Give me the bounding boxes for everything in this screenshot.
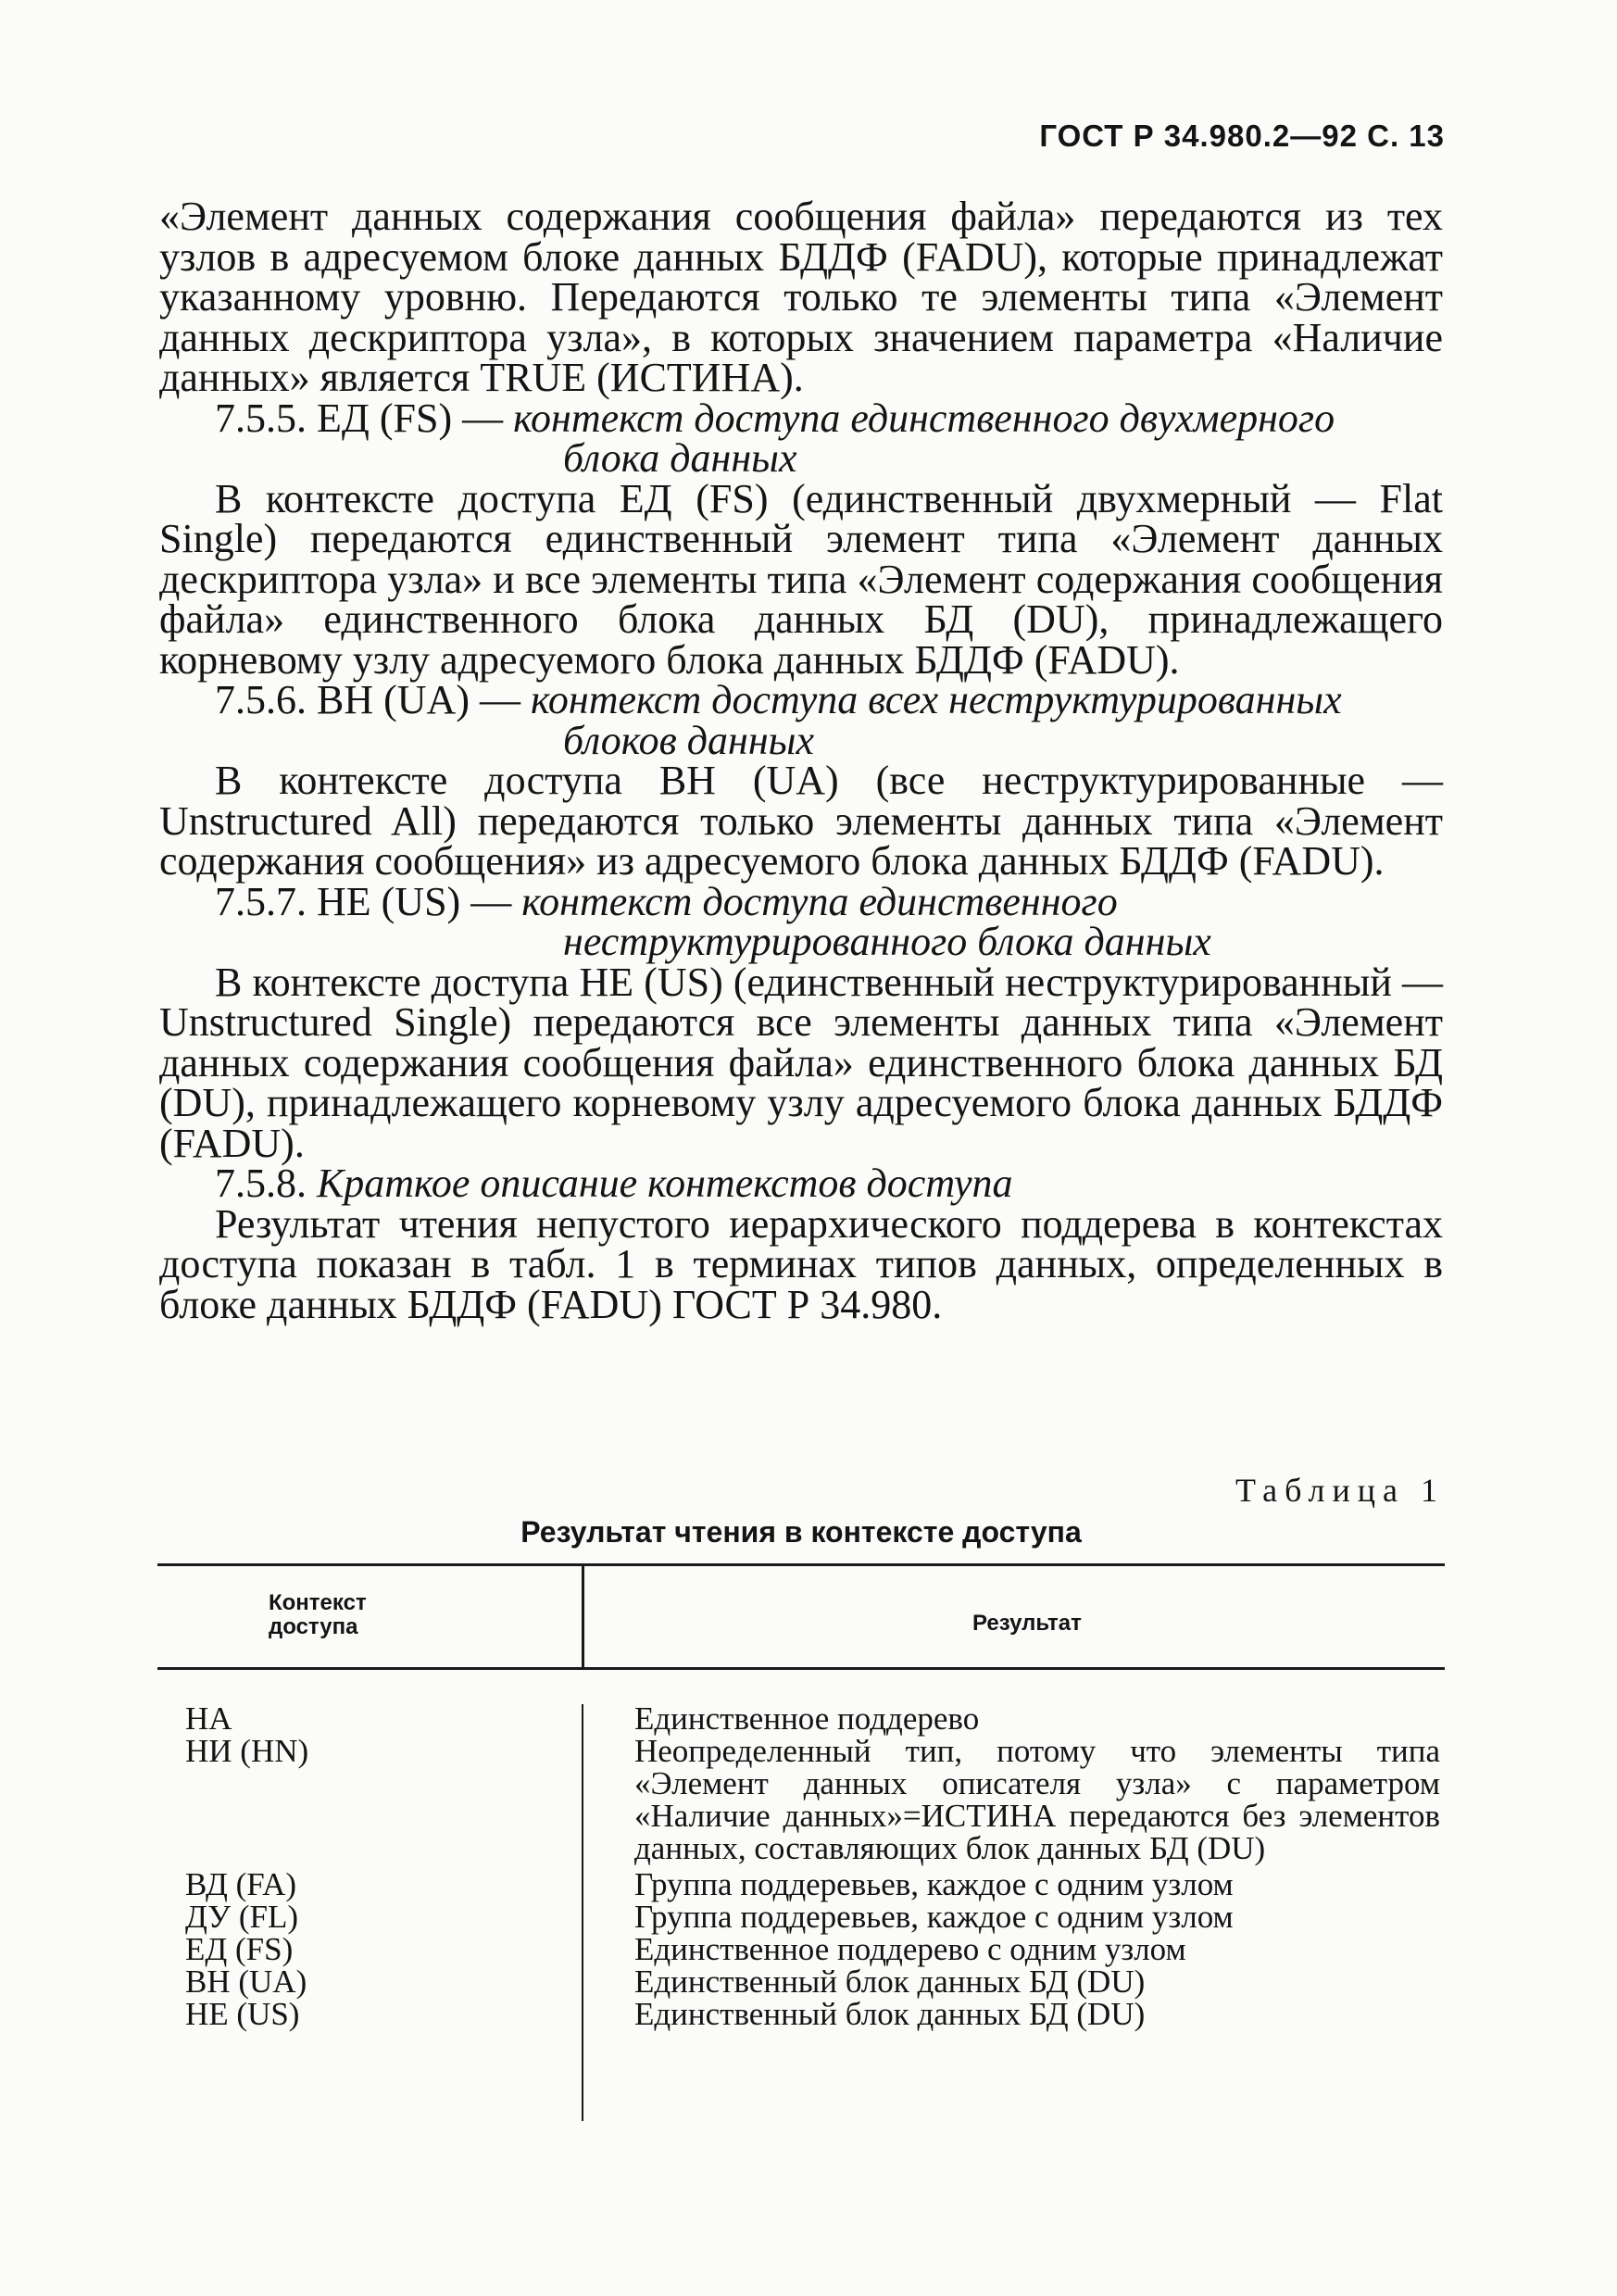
section-number: 7.5.5. ЕД (FS) — <box>215 395 514 441</box>
table-row <box>0 1998 1617 2030</box>
section-heading-7-5-5 <box>159 395 1443 481</box>
cell-context: НА <box>185 1700 232 1737</box>
table-top-rule <box>157 1563 1445 1566</box>
table-row <box>0 1702 1617 1735</box>
section-title: контекст доступа единственного двухмерного <box>513 395 1335 441</box>
section-title-cont: неструктурированного блока данных <box>563 919 1211 964</box>
cell-context: ВН (UA) <box>185 1964 307 2000</box>
section-heading-7-5-7 <box>159 878 1443 964</box>
section-title-cont: блоков данных <box>563 717 815 763</box>
table-row <box>0 1933 1617 1965</box>
section-number: 7.5.6. ВН (UA) — <box>215 677 531 722</box>
section-heading-7-5-6 <box>159 677 1443 763</box>
table-header-rule <box>157 1667 1445 1670</box>
paragraph: «Элемент данных содержания сообщения файла» передаются из тех узлов в адресуемом блоке данных БДДФ (FADU), которые принадлежат указанному уровню. Передаются только те элементы типа «Элемент данных дескриптора узла», в которых значением параметра «Наличие данных» является TRUE (ИСТИНА). <box>159 194 1443 400</box>
section-title: контекст доступа всех неструктурированных <box>530 677 1342 722</box>
section-title: Краткое описание контекстов доступа <box>317 1161 1013 1206</box>
section-number: 7.5.8. <box>215 1161 317 1206</box>
cell-result: Единственное поддерево <box>634 1700 980 1737</box>
cell-context: ВД (FA) <box>185 1866 297 1902</box>
section-title-cont: блока данных <box>563 435 797 481</box>
table-label: Таблица 1 <box>1235 1472 1445 1509</box>
table-row <box>0 1868 1617 1901</box>
table-body <box>0 1702 1617 2030</box>
section-number: 7.5.7. НЕ (US) — <box>215 878 522 924</box>
paragraph: Результат чтения непустого иерархического поддерева в контекстах доступа показан в табл. 1 в терминах типов данных, определенных в блоке данных БДДФ (FADU) ГОСТ Р 34.980. <box>159 1200 1443 1327</box>
table-row <box>0 1735 1617 1864</box>
paragraph: В контексте доступа ВН (UA) (все неструктурированные — Unstructured All) передаются только элементы данных типа «Элемент содержания сообщения» из адресуемого блока данных БДДФ (FADU). <box>159 758 1443 884</box>
cell-result: Группа поддеревьев, каждое с одним узлом <box>634 1866 1234 1902</box>
cell-context: ЕД (FS) <box>185 1931 294 1967</box>
paragraph: В контексте доступа ЕД (FS) (единственный двухмерный — Flat Single) передаются единственный элемент типа «Элемент данных дескриптора узла» и все элементы типа «Элемент содержания сообщения файла» единственного блока данных БД (DU), принадлежащего корневому узлу адресуемого блока данных БДДФ (FADU). <box>159 475 1443 683</box>
cell-context: НЕ (US) <box>185 1996 300 2032</box>
cell-result: Группа поддеревьев, каждое с одним узлом <box>634 1899 1234 1935</box>
cell-context: ДУ (FL) <box>185 1899 298 1935</box>
column-header-result: Результат <box>972 1611 1082 1636</box>
section-title: контекст доступа единственного <box>521 878 1118 924</box>
table-row <box>0 1901 1617 1933</box>
table-title: Результат чтения в контексте доступа <box>520 1515 1082 1549</box>
paragraph: В контексте доступа НЕ (US) (единственный неструктурированный — Unstructured Single) передаются все элементы данных типа «Элемент данных содержания сообщения файла» единственного блока данных БД (DU), принадлежащего корневому узлу адресуемого блока данных БДДФ (FADU). <box>159 959 1443 1166</box>
page-header: ГОСТ Р 34.980.2—92 С. 13 <box>1039 119 1445 153</box>
body-text <box>159 194 1443 1327</box>
cell-result: Единственное поддерево с одним узлом <box>634 1931 1186 1967</box>
cell-context: НИ (HN) <box>185 1733 309 1769</box>
cell-result: Единственный блок данных БД (DU) <box>634 1964 1146 2000</box>
table-column-divider <box>582 1565 584 1669</box>
table-row <box>0 1965 1617 1998</box>
cell-result: Единственный блок данных БД (DU) <box>634 1996 1146 2032</box>
section-heading-7-5-8 <box>159 1163 1443 1204</box>
cell-result: Неопределенный тип, потому что элементы типа «Элемент данных описателя узла» с параметром «Наличие данных»=ИСТИНА передаются без элементов данных, составляющих блок данных БД (DU) <box>634 1733 1440 1866</box>
column-header-context: Контекст доступа <box>269 1590 367 1639</box>
